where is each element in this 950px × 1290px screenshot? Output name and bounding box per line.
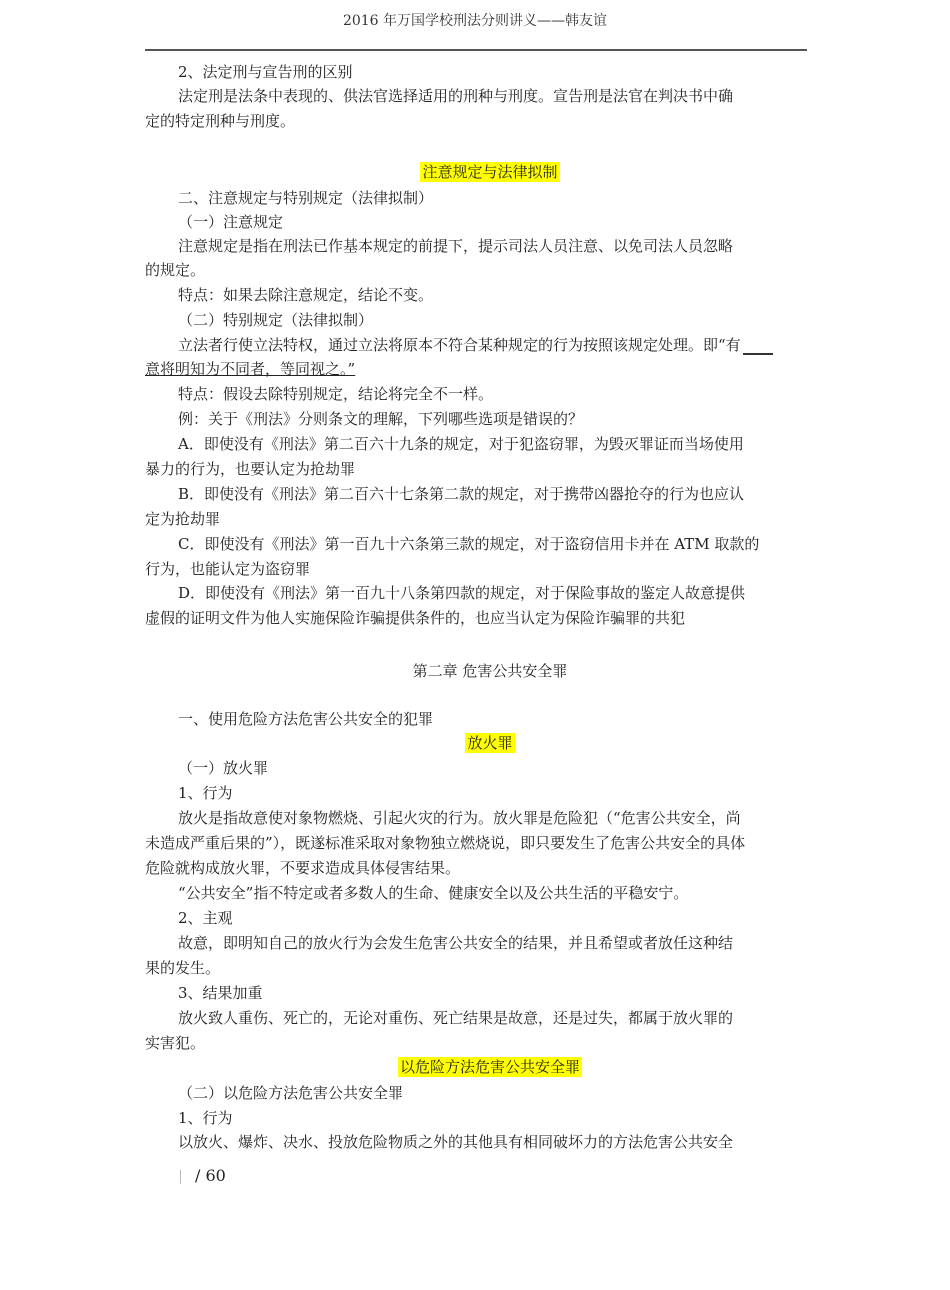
text-line: 2、主观 [178, 909, 233, 927]
quote-line-2: 意将明知为不同者，等同视之。” [145, 360, 356, 378]
text-line: 果的发生。 [145, 959, 221, 977]
chapter-title: 第二章 危害公共安全罪 [412, 662, 568, 680]
text-line: 定的特定刑种与刑度。 [145, 112, 296, 130]
text-line: 例：关于《刑法》分则条文的理解，下列哪些选项是错误的？ [178, 410, 584, 428]
text-line: 3、结果加重 [178, 984, 263, 1002]
text-line: 注意规定是指在刑法已作基本规定的前提下，提示司法人员注意、以免司法人员忽略 [178, 237, 734, 255]
text-line: 一、使用危险方法危害公共安全的犯罪 [178, 710, 434, 728]
text-line: B．即使没有《刑法》第二百六十七条第二款的规定，对于携带凶器抢夺的行为也应认 [178, 485, 745, 503]
text-line: C．即使没有《刑法》第一百九十六条第三款的规定，对于盗窃信用卡并在 ATM 取款的 [178, 535, 760, 553]
text-line: （二）特别规定（法律拟制） [178, 311, 374, 329]
highlighted-heading: 以危险方法危害公共安全罪 [399, 1058, 580, 1076]
page-number: / 60 [180, 1166, 226, 1185]
section-heading [0, 733, 950, 753]
text-line: 行为，也能认定为盗窃罪 [145, 560, 311, 578]
header-rule [145, 49, 807, 51]
text-line: 虚假的证明文件为他人实施保险诈骗提供条件的，也应当认定为保险诈骗罪的共犯 [145, 609, 686, 627]
text-line: （一）注意规定 [178, 213, 284, 231]
text-line: A．即使没有《刑法》第二百六十九条的规定，对于犯盗窃罪，为毁灭罪证而当场使用 [178, 435, 744, 453]
quote-line-1: 立法者行使立法特权，通过立法将原本不符合某种规定的行为按照该规定处理。即“有 [178, 335, 773, 355]
page-marker [180, 1170, 181, 1184]
section-heading [0, 162, 950, 182]
section-heading [0, 1057, 950, 1077]
text-line: 二、注意规定与特别规定（法律拟制） [178, 189, 434, 207]
text-line: 2、法定刑与宣告刑的区别 [178, 63, 353, 81]
text-line: 1、行为 [178, 784, 233, 802]
text-line: 放火致人重伤、死亡的，无论对重伤、死亡结果是故意，还是过失，都属于放火罪的 [178, 1009, 734, 1027]
text-line: 暴力的行为，也要认定为抢劫罪 [145, 460, 356, 478]
text-line: 放火是指故意使对象物燃烧、引起火灾的行为。放火罪是危险犯（“危害公共安全，尚 [178, 809, 741, 827]
text-line: 特点：如果去除注意规定，结论不变。 [178, 286, 434, 304]
text-line: 实害犯。 [145, 1034, 206, 1052]
highlighted-heading: 放火罪 [467, 734, 513, 752]
text-line: （二）以危险方法危害公共安全罪 [178, 1084, 404, 1102]
text-line: 危险就构成放火罪，不要求造成具体侵害结果。 [145, 859, 461, 877]
fill-blank [743, 339, 773, 355]
text-line: 特点：假设去除特别规定，结论将完全不一样。 [178, 385, 494, 403]
highlighted-heading: 注意规定与法律拟制 [422, 163, 558, 181]
text-line: （一）放火罪 [178, 759, 269, 777]
page-header: 2016 年万国学校刑法分则讲义——韩友谊 [342, 13, 608, 29]
text-line: 法定刑是法条中表现的、供法官选择适用的刑种与刑度。宣告刑是法官在判决书中确 [178, 87, 734, 105]
text-line: 1、行为 [178, 1109, 233, 1127]
text-line: 未造成严重后果的”），既遂标准采取对象物独立燃烧说，即只要发生了危害公共安全的具体 [145, 834, 746, 852]
text-line: 的规定。 [145, 261, 206, 279]
text-line: 定为抢劫罪 [145, 510, 221, 528]
text-line: 故意，即明知自己的放火行为会发生危害公共安全的结果，并且希望或者放任这种结 [178, 934, 734, 952]
text-line: D．即使没有《刑法》第一百九十八条第四款的规定，对于保险事故的鉴定人故意提供 [178, 584, 746, 602]
text-line: 以放火、爆炸、决水、投放危险物质之外的其他具有相同破坏力的方法危害公共安全 [178, 1133, 734, 1151]
text-line: “公共安全”指不特定或者多数人的生命、健康安全以及公共生活的平稳安宁。 [178, 884, 689, 902]
